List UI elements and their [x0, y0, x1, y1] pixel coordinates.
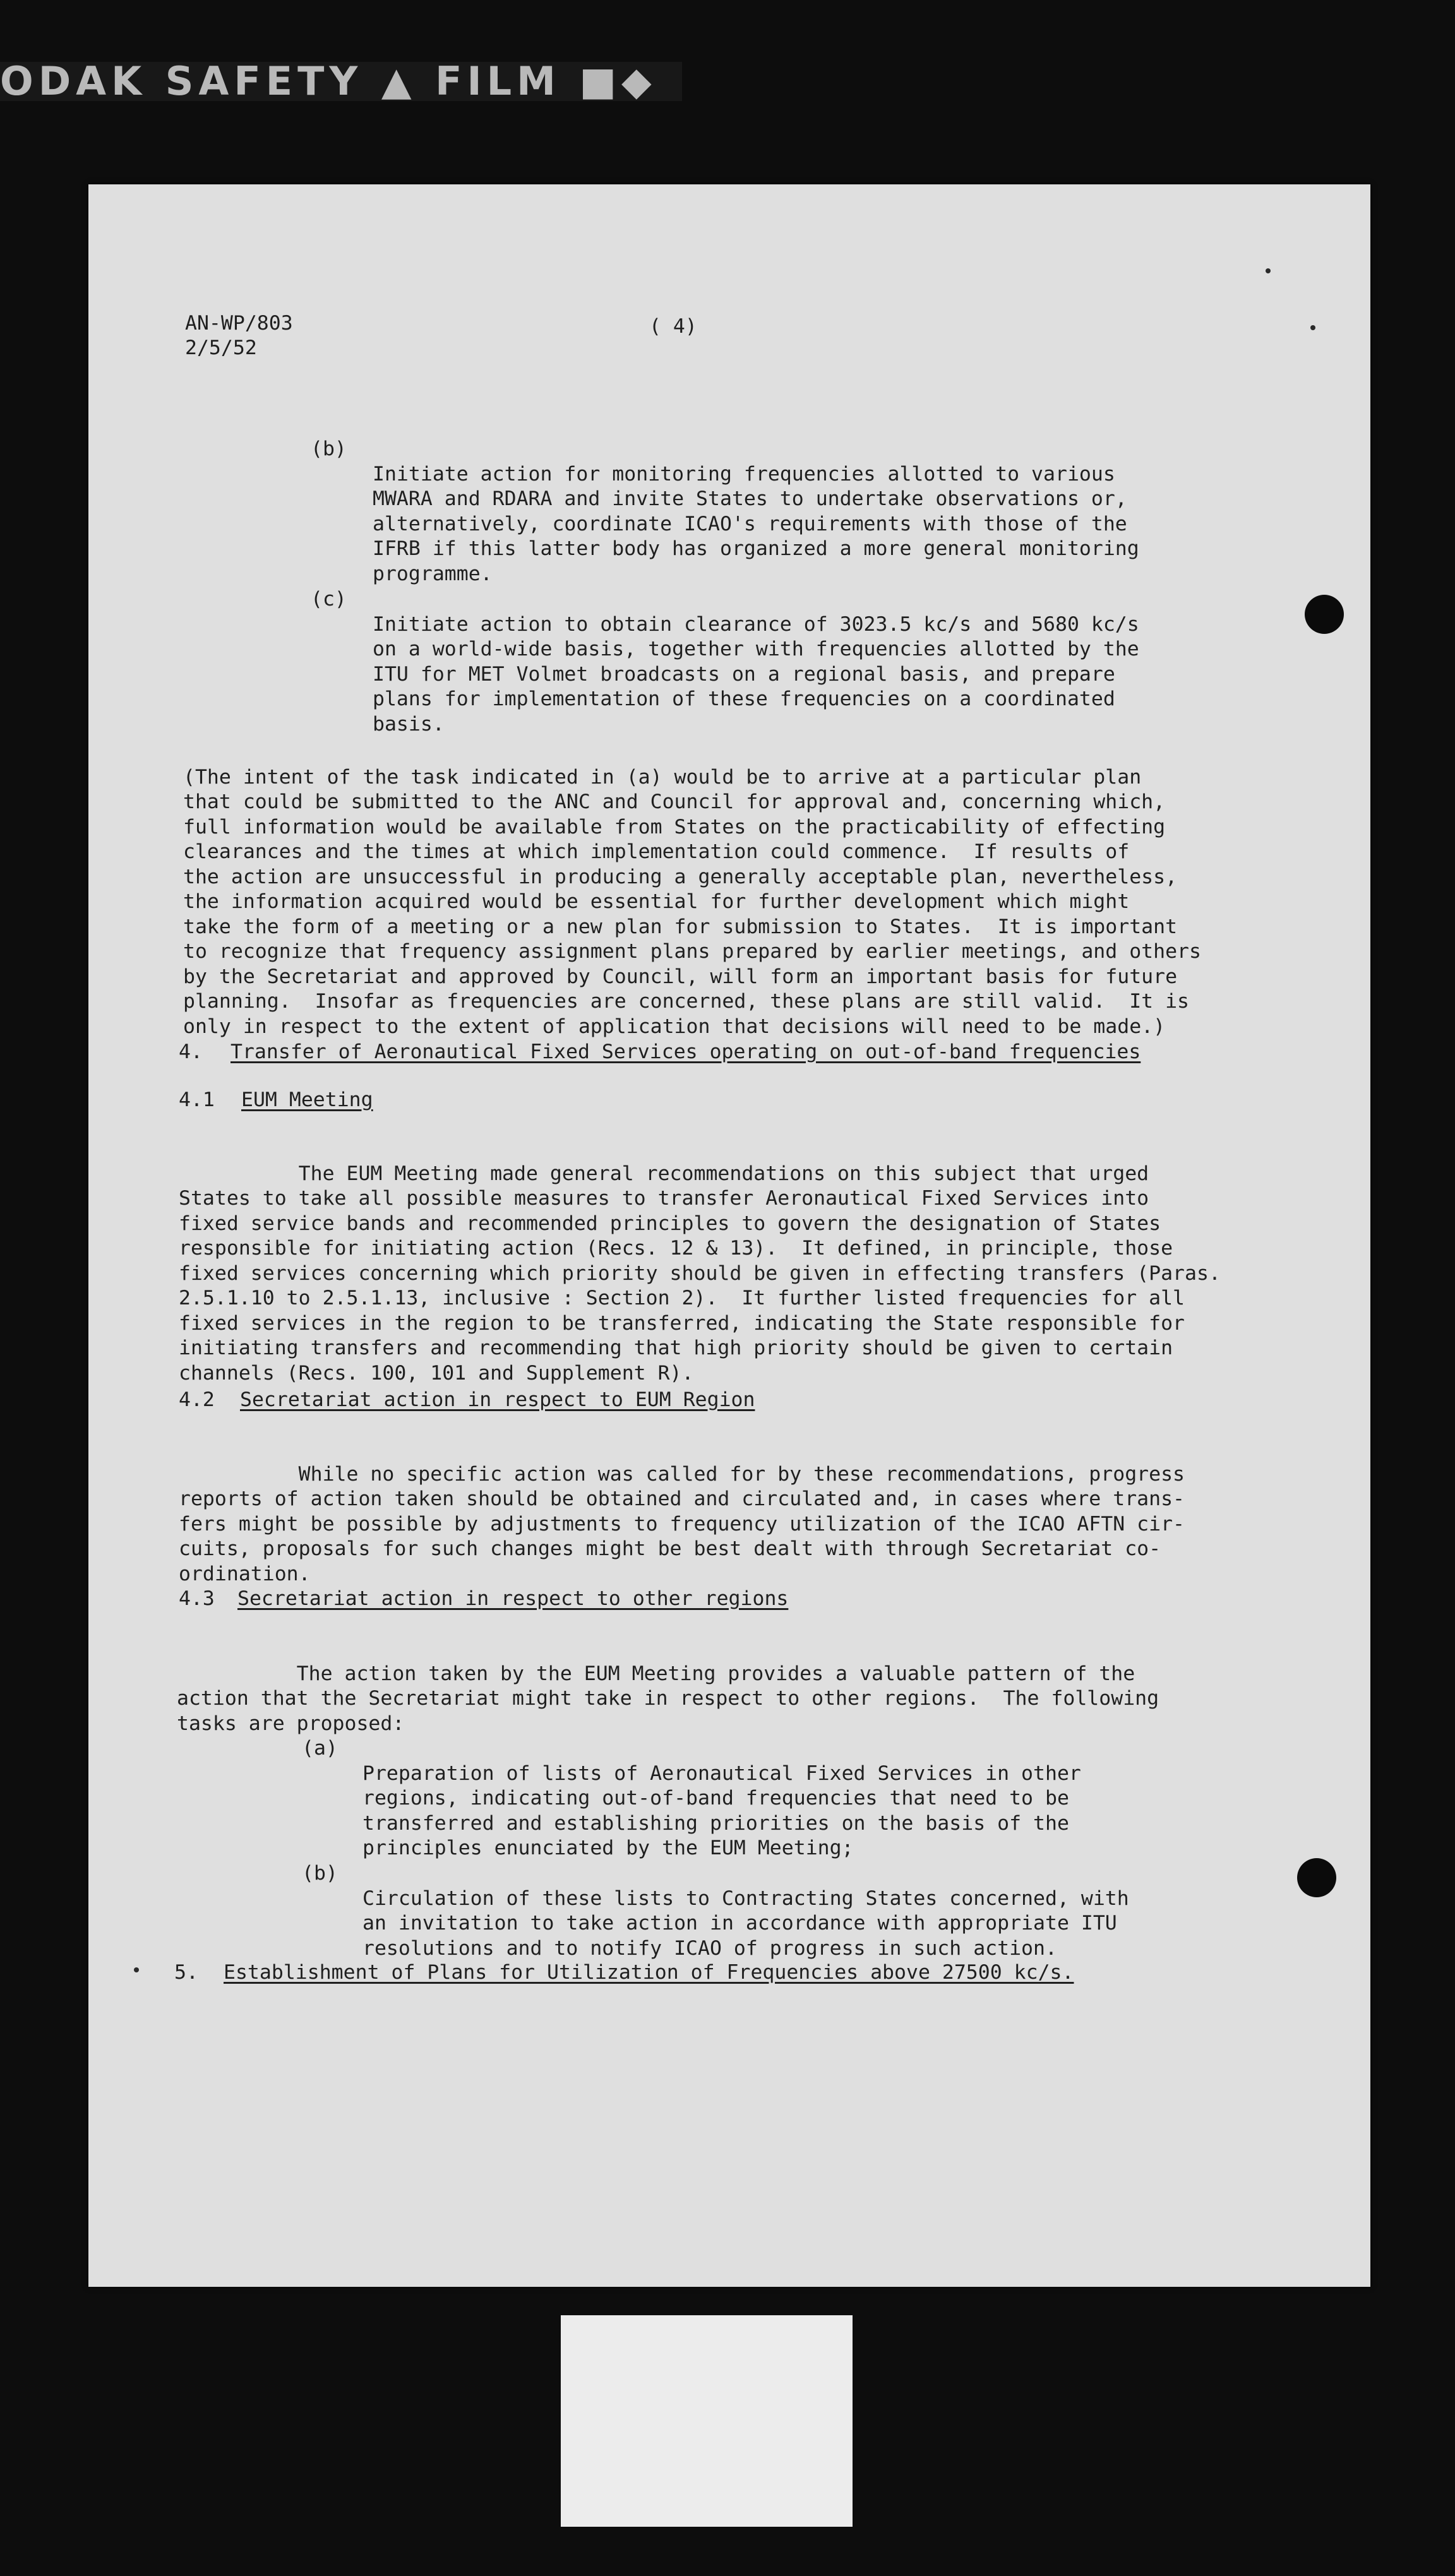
text-line: plans for implementation of these frequencies on a coordinated — [373, 688, 1115, 710]
text-line: principles enunciated by the EUM Meeting; — [362, 1837, 854, 1859]
section-4-3-number: 4.3 — [179, 1587, 215, 1610]
text-line: tasks are proposed: — [177, 1712, 405, 1735]
punch-hole — [1297, 1858, 1336, 1897]
section-5-heading: Establishment of Plans for Utilization of Frequencies above 27500 kc/s. — [224, 1961, 1074, 1984]
text-line: fixed service bands and recommended principles to govern the designation of States — [179, 1212, 1161, 1235]
text-line: planning. Insofar as frequencies are concerned, these plans are still valid. It is — [183, 990, 1190, 1013]
text-line: Preparation of lists of Aeronautical Fixed Services in other — [362, 1762, 1081, 1785]
text-line: to recognize that frequency assignment plans prepared by earlier meetings, and others — [183, 940, 1201, 963]
section-4-heading: Transfer of Aeronautical Fixed Services operating on out-of-band frequencies — [231, 1041, 1141, 1063]
document-reference: AN-WP/803 — [185, 312, 293, 335]
text-line: only in respect to the extent of application that decisions will need to be made.) — [183, 1015, 1166, 1038]
text-line: the action are unsuccessful in producing a generally acceptable plan, nevertheless, — [183, 865, 1178, 888]
section-4-3-heading: Secretariat action in respect to other regions — [237, 1587, 789, 1610]
text-line: Circulation of these lists to Contracting States concerned, with — [362, 1887, 1129, 1910]
text-line: responsible for initiating action (Recs. 12 & 13). It defined, in principle, those — [179, 1237, 1173, 1260]
text-line: ordination. — [179, 1562, 311, 1585]
text-line: that could be submitted to the ANC and Council for approval and, concerning which, — [183, 790, 1166, 813]
text-line: on a world-wide basis, together with frequencies allotted by the — [373, 638, 1139, 660]
item-b-label: (b) — [311, 438, 347, 460]
punch-hole — [1305, 595, 1344, 634]
text-line: fixed services concerning which priority should be given in effecting transfers (Paras. — [179, 1261, 1221, 1285]
blank-card — [561, 2315, 853, 2527]
speck — [134, 1967, 139, 1972]
section-4-number: 4. — [179, 1041, 203, 1063]
text-line: While no specific action was called for by these recommendations, progress — [179, 1462, 1185, 1486]
section-4-2-paragraph — [179, 1437, 1185, 1612]
text-line: by the Secretariat and approved by Council, will form an important basis for future — [183, 965, 1178, 988]
item-b-text — [373, 437, 1139, 612]
text-line: ITU for MET Volmet broadcasts on a regional basis, and prepare — [373, 662, 1115, 686]
section-5-number: 5. — [174, 1961, 198, 1984]
text-line: States to take all possible measures to transfer Aeronautical Fixed Services into — [179, 1187, 1149, 1210]
speck — [1266, 268, 1271, 273]
text-line: the information acquired would be essential for further development which might — [183, 890, 1130, 913]
speck — [1310, 325, 1315, 330]
text-line: an invitation to take action in accordance with appropriate ITU — [362, 1912, 1117, 1935]
text-line: transferred and establishing priorities on the basis of the — [362, 1811, 1069, 1835]
text-line: channels (Recs. 100, 101 and Supplement R). — [179, 1361, 694, 1385]
text-line: alternatively, coordinate ICAO's requirements with those of the — [373, 512, 1127, 535]
text-line: programme. — [373, 562, 493, 585]
document-date: 2/5/52 — [185, 337, 257, 359]
text-line: fers might be possible by adjustments to frequency utilization of the ICAO AFTN cir- — [179, 1512, 1185, 1535]
section-4-2-number: 4.2 — [179, 1388, 215, 1411]
item-c-label: (c) — [311, 588, 347, 611]
section-4-2-heading: Secretariat action in respect to EUM Region — [240, 1388, 755, 1411]
section-4-1-paragraph — [179, 1136, 1221, 1411]
page-number: ( 4) — [649, 315, 697, 338]
text-line: Initiate action to obtain clearance of 3023.5 kc/s and 5680 kc/s — [373, 612, 1139, 636]
film-edge-marking: ODAK SAFETY ▲ FILM ■◆ — [0, 62, 682, 101]
text-line: Initiate action for monitoring frequencies allotted to various — [373, 462, 1115, 486]
text-line: fixed services in the region to be transferred, indicating the State responsible for — [179, 1311, 1185, 1335]
section-4-1-heading: EUM Meeting — [241, 1088, 373, 1111]
text-line: resolutions and to notify ICAO of progress in such action. — [362, 1936, 1057, 1960]
text-line: initiating transfers and recommending that high priority should be given to certain — [179, 1337, 1173, 1359]
text-line: full information would be available from States on the practicability of effecting — [183, 815, 1166, 838]
item-c-text — [373, 587, 1139, 762]
text-line: The EUM Meeting made general recommendations on this subject that urged — [179, 1162, 1149, 1185]
text-line: The action taken by the EUM Meeting provides a valuable pattern of the — [177, 1662, 1135, 1685]
text-line: (The intent of the task indicated in (a) would be to arrive at a particular plan — [183, 765, 1142, 789]
text-line: IFRB if this latter body has organized a more general monitoring — [373, 537, 1139, 560]
text-line: MWARA and RDARA and invite States to undertake observations or, — [373, 487, 1127, 510]
text-line: cuits, proposals for such changes might be best dealt with through Secretariat co- — [179, 1537, 1161, 1560]
text-line: clearances and the times at which implementation could commence. If results of — [183, 840, 1130, 863]
text-line: 2.5.1.10 to 2.5.1.13, inclusive : Section 2). It further listed frequencies for all — [179, 1287, 1185, 1309]
text-line: reports of action taken should be obtained and circulated and, in cases where trans- — [179, 1488, 1185, 1510]
text-line: basis. — [373, 712, 445, 736]
item-b2-label: (b) — [302, 1862, 338, 1885]
section-4-1-number: 4.1 — [179, 1088, 215, 1111]
text-line: regions, indicating out-of-band frequencies that need to be — [362, 1787, 1069, 1810]
item-a-label: (a) — [302, 1737, 338, 1760]
text-line: take the form of a meeting or a new plan for submission to States. It is important — [183, 915, 1178, 938]
text-line: action that the Secretariat might take in respect to other regions. The following — [177, 1687, 1159, 1710]
intent-paragraph — [183, 740, 1201, 1064]
